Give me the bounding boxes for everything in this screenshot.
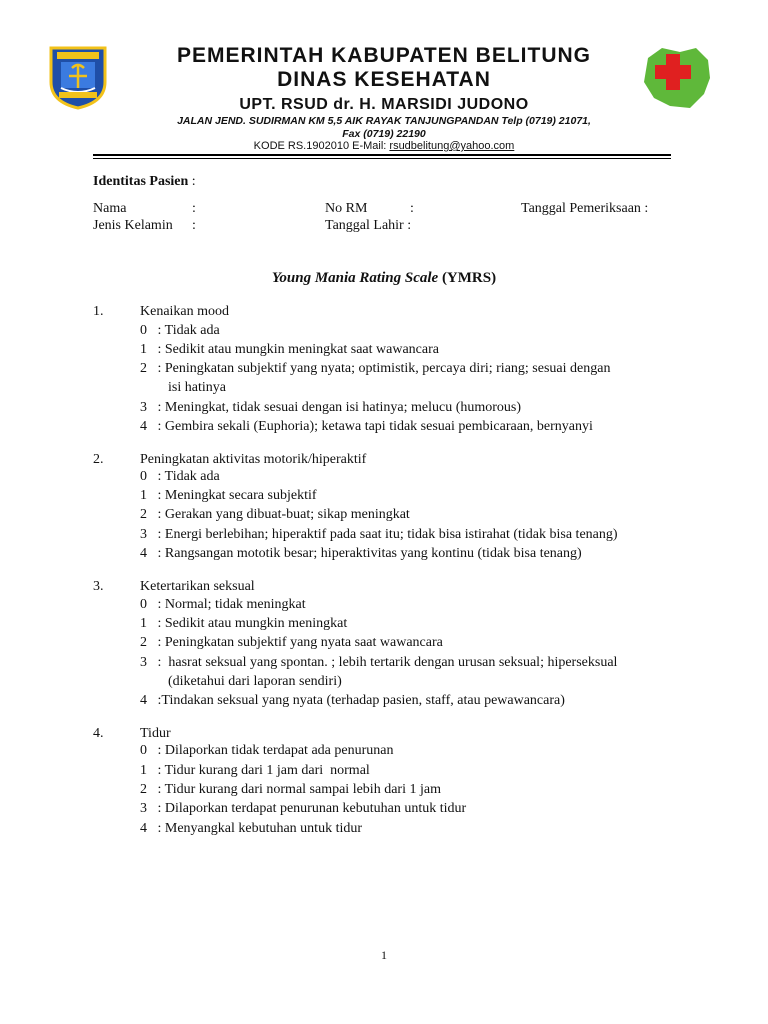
item-1-option: 3 : Meningkat, tidak sesuai dengan isi hatinya; melucu (humorous) bbox=[140, 400, 522, 415]
item-2-option: 2 : Gerakan yang dibuat-buat; sikap meningkat bbox=[140, 507, 410, 522]
item-2-option: 1 : Meningkat secara subjektif bbox=[140, 488, 317, 503]
header-divider-thin bbox=[93, 158, 671, 159]
email-link[interactable]: rsudbelitung@yahoo.com bbox=[389, 140, 515, 152]
item-2-option: 0 : Tidak ada bbox=[140, 469, 220, 484]
page-number: 1 bbox=[381, 948, 387, 962]
item-1-option: 4 : Gembira sekali (Euphoria); ketawa tapi tidak sesuai pembicaraan, bernyanyi bbox=[140, 419, 593, 434]
item-1-number: 1. bbox=[93, 304, 104, 319]
hospital-code: KODE RS.1902010 E-Mail: bbox=[253, 140, 390, 152]
item-4-option: 4 : Menyangkal kebutuhan untuk tidur bbox=[140, 821, 363, 836]
header-fax: Fax (0719) 22190 bbox=[342, 128, 426, 140]
scale-title bbox=[0, 270, 768, 287]
item-1-option-continued: isi hatinya bbox=[140, 380, 226, 395]
item-3-option: 3 : hasrat seksual yang spontan. ; lebih tertarik dengan urusan seksual; hiperseksual bbox=[140, 655, 618, 670]
label-tanggal-pemeriksaan: Tanggal Pemeriksaan : bbox=[521, 201, 649, 216]
header-hospital: UPT. RSUD dr. H. MARSIDI JUDONO bbox=[239, 96, 529, 113]
label-jenis-kelamin: Jenis Kelamin bbox=[93, 218, 173, 233]
item-3-number: 3. bbox=[93, 579, 104, 594]
item-4-option: 3 : Dilaporkan terdapat penurunan kebutuhan untuk tidur bbox=[140, 801, 467, 816]
item-4-number: 4. bbox=[93, 726, 104, 741]
item-2-option: 3 : Energi berlebihan; hiperaktif pada saat itu; tidak bisa istirahat (tidak bisa tenang) bbox=[140, 527, 618, 542]
item-3-option: 0 : Normal; tidak meningkat bbox=[140, 597, 306, 612]
scale-title-name: Young Mania Rating Scale bbox=[271, 270, 439, 286]
item-3-option-continued: (diketahui dari laporan sendiri) bbox=[140, 674, 342, 689]
item-2-option: 4 : Rangsangan mototik besar; hiperaktivitas yang kontinu (tidak bisa tenang) bbox=[140, 546, 582, 561]
header-address: JALAN JEND. SUDIRMAN KM 5,5 AIK RAYAK TANJUNGPANDAN Telp (0719) 21071, bbox=[177, 115, 591, 127]
item-2-heading: Peningkatan aktivitas motorik/hiperaktif bbox=[140, 452, 367, 467]
header-government: PEMERINTAH KABUPATEN BELITUNG bbox=[177, 44, 591, 67]
item-2-number: 2. bbox=[93, 452, 104, 467]
item-3-option: 4 :Tindakan seksual yang nyata (terhadap pasien, staff, atau pewawancara) bbox=[140, 693, 565, 708]
item-3-option: 1 : Sedikit atau mungkin meningkat bbox=[140, 616, 348, 631]
item-1-option: 0 : Tidak ada bbox=[140, 323, 220, 338]
item-1-option: 2 : Peningkatan subjektif yang nyata; optimistik, percaya diri; riang; sesuai dengan bbox=[140, 361, 611, 376]
colon-jenis-kelamin: : bbox=[192, 218, 196, 233]
identity-heading: Identitas Pasien : bbox=[93, 174, 196, 189]
item-4-option: 1 : Tidur kurang dari 1 jam dari normal bbox=[140, 763, 370, 778]
colon-nama: : bbox=[192, 201, 196, 216]
header-code-email bbox=[0, 140, 768, 152]
scale-title-abbr: (YMRS) bbox=[441, 270, 497, 286]
item-4-heading: Tidur bbox=[140, 726, 171, 741]
item-4-option: 2 : Tidur kurang dari normal sampai lebih dari 1 jam bbox=[140, 782, 441, 797]
label-no-rm: No RM bbox=[325, 201, 368, 216]
item-1-option: 1 : Sedikit atau mungkin meningkat saat wawancara bbox=[140, 342, 439, 357]
colon-no-rm: : bbox=[410, 201, 414, 216]
header-divider-thick bbox=[93, 154, 671, 156]
label-nama: Nama bbox=[93, 201, 127, 216]
item-4-option: 0 : Dilaporkan tidak terdapat ada penurunan bbox=[140, 743, 394, 758]
item-1-heading: Kenaikan mood bbox=[140, 304, 230, 319]
label-tanggal-lahir: Tanggal Lahir : bbox=[325, 218, 412, 233]
item-3-option: 2 : Peningkatan subjektif yang nyata saat wawancara bbox=[140, 635, 443, 650]
item-3-heading: Ketertarikan seksual bbox=[140, 579, 255, 594]
header-department: DINAS KESEHATAN bbox=[277, 68, 491, 91]
